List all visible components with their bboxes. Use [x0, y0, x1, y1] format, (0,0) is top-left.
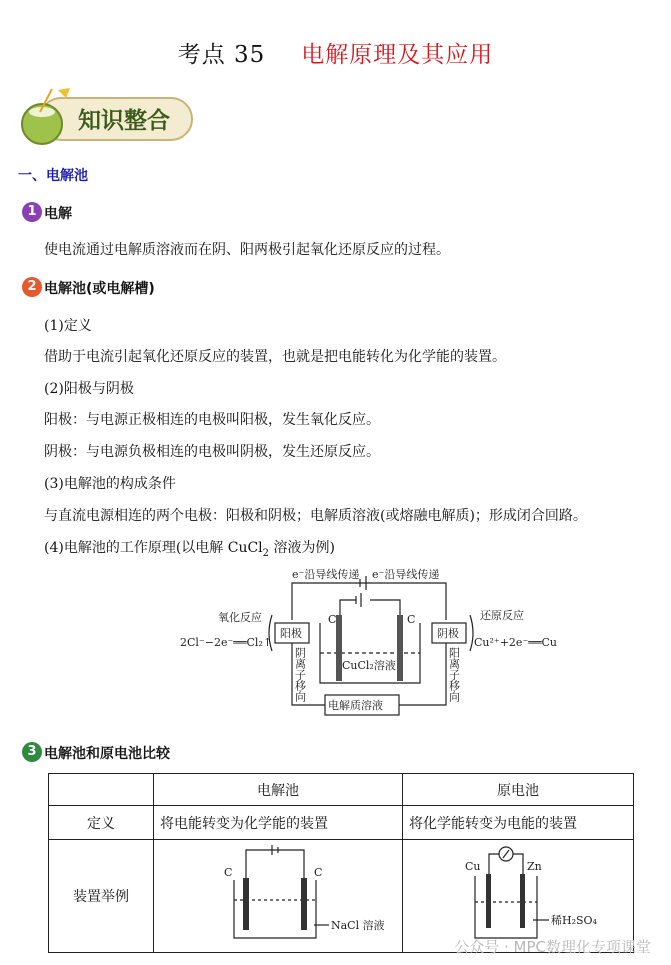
table-row — [49, 806, 634, 840]
ea-solution: NaCl 溶液 — [331, 919, 385, 932]
table-row-header: 定义 — [49, 806, 154, 840]
watermark: 公众号 · MPC数理化专项课堂 — [454, 938, 651, 956]
table-row-header: 装置举例 — [49, 840, 154, 953]
work-heading — [44, 537, 335, 559]
electrolytic-cell-figure — [154, 840, 402, 948]
diagram-solution: CuCl₂溶液 — [342, 659, 396, 672]
diagram-electrolyte: 电解质溶液 — [328, 699, 383, 712]
diagram-right-eq: Cu²⁺+2e⁻══Cu — [474, 636, 557, 649]
work-heading-post: 溶液为例) — [269, 540, 335, 556]
diagram-left-ion: 阴离子移向 — [293, 647, 307, 702]
anode-text: 阳极：与电源正极相连的电极叫阳极，发生氧化反应。 — [44, 412, 380, 428]
title-main: 电解原理及其应用 — [301, 42, 494, 68]
title-prefix: 考点 35 — [177, 42, 266, 68]
diagram-c1: C — [328, 613, 337, 626]
diagram-right-ion: 阳离子移向 — [447, 647, 461, 702]
ea-c1: C — [224, 866, 233, 879]
diagram-anode: 阳极 — [280, 627, 302, 640]
gc-cu: Cu — [465, 860, 481, 873]
table-row — [49, 774, 634, 806]
gc-zn: Zn — [527, 860, 542, 873]
galvanic-cell-figure — [403, 840, 633, 948]
ea-c2: C — [314, 866, 323, 879]
gc-solution: 稀H₂SO₄ — [551, 914, 597, 927]
pole-heading: (2)阳极与阴极 — [44, 381, 134, 397]
diagram-c2: C — [407, 613, 416, 626]
table-cell: 将化学能转变为电能的装置 — [403, 806, 634, 840]
badge-label: 知识整合 — [78, 108, 170, 134]
s2-heading: 电解池(或电解槽) — [44, 281, 155, 297]
table-cell — [154, 840, 403, 953]
electrolysis-diagram — [170, 565, 570, 720]
cond-text: 与直流电源相连的两个电极：阳极和阴极；电解质溶液(或熔融电解质)；形成闭合回路。 — [44, 508, 587, 524]
page-title — [0, 36, 671, 69]
table-cell-empty — [49, 774, 154, 806]
def-heading: (1)定义 — [44, 318, 92, 334]
step-badge-2: 2 — [22, 277, 42, 297]
diagram-top-left: e⁻沿导线传递 — [292, 568, 360, 581]
table-cell: 将电能转变为化学能的装置 — [154, 806, 403, 840]
s1-text: 使电流通过电解质溶液而在阴、阳两极引起氧化还原反应的过程。 — [44, 242, 450, 258]
s1-heading: 电解 — [44, 206, 72, 222]
diagram-left-eq: 2Cl⁻−2e⁻══Cl₂↑ — [180, 636, 273, 649]
diagram-cathode: 阴极 — [437, 627, 459, 640]
section-heading: 一、电解池 — [18, 168, 88, 184]
table-header-cell: 电解池 — [154, 774, 403, 806]
step-badge-3: 3 — [22, 742, 42, 762]
diagram-top-right: e⁻沿导线传递 — [372, 568, 440, 581]
s3-heading: 电解池和原电池比较 — [44, 746, 170, 762]
cathode-text: 阴极：与电源负极相连的电极叫阴极，发生还原反应。 — [44, 444, 380, 460]
table-header-cell: 原电池 — [403, 774, 634, 806]
comparison-table — [48, 773, 634, 953]
work-heading-sub: 2 — [262, 547, 270, 559]
knowledge-badge — [18, 86, 200, 148]
step-badge-1: 1 — [22, 202, 42, 222]
cond-heading: (3)电解池的构成条件 — [44, 476, 176, 492]
diagram-red: 还原反应 — [480, 609, 524, 622]
def-text: 借助于电流引起氧化还原反应的装置，也就是把电能转化为化学能的装置。 — [44, 349, 506, 365]
diagram-ox: 氧化反应 — [218, 611, 262, 624]
work-heading-pre: (4)电解池的工作原理(以电解 CuCl — [44, 540, 263, 556]
